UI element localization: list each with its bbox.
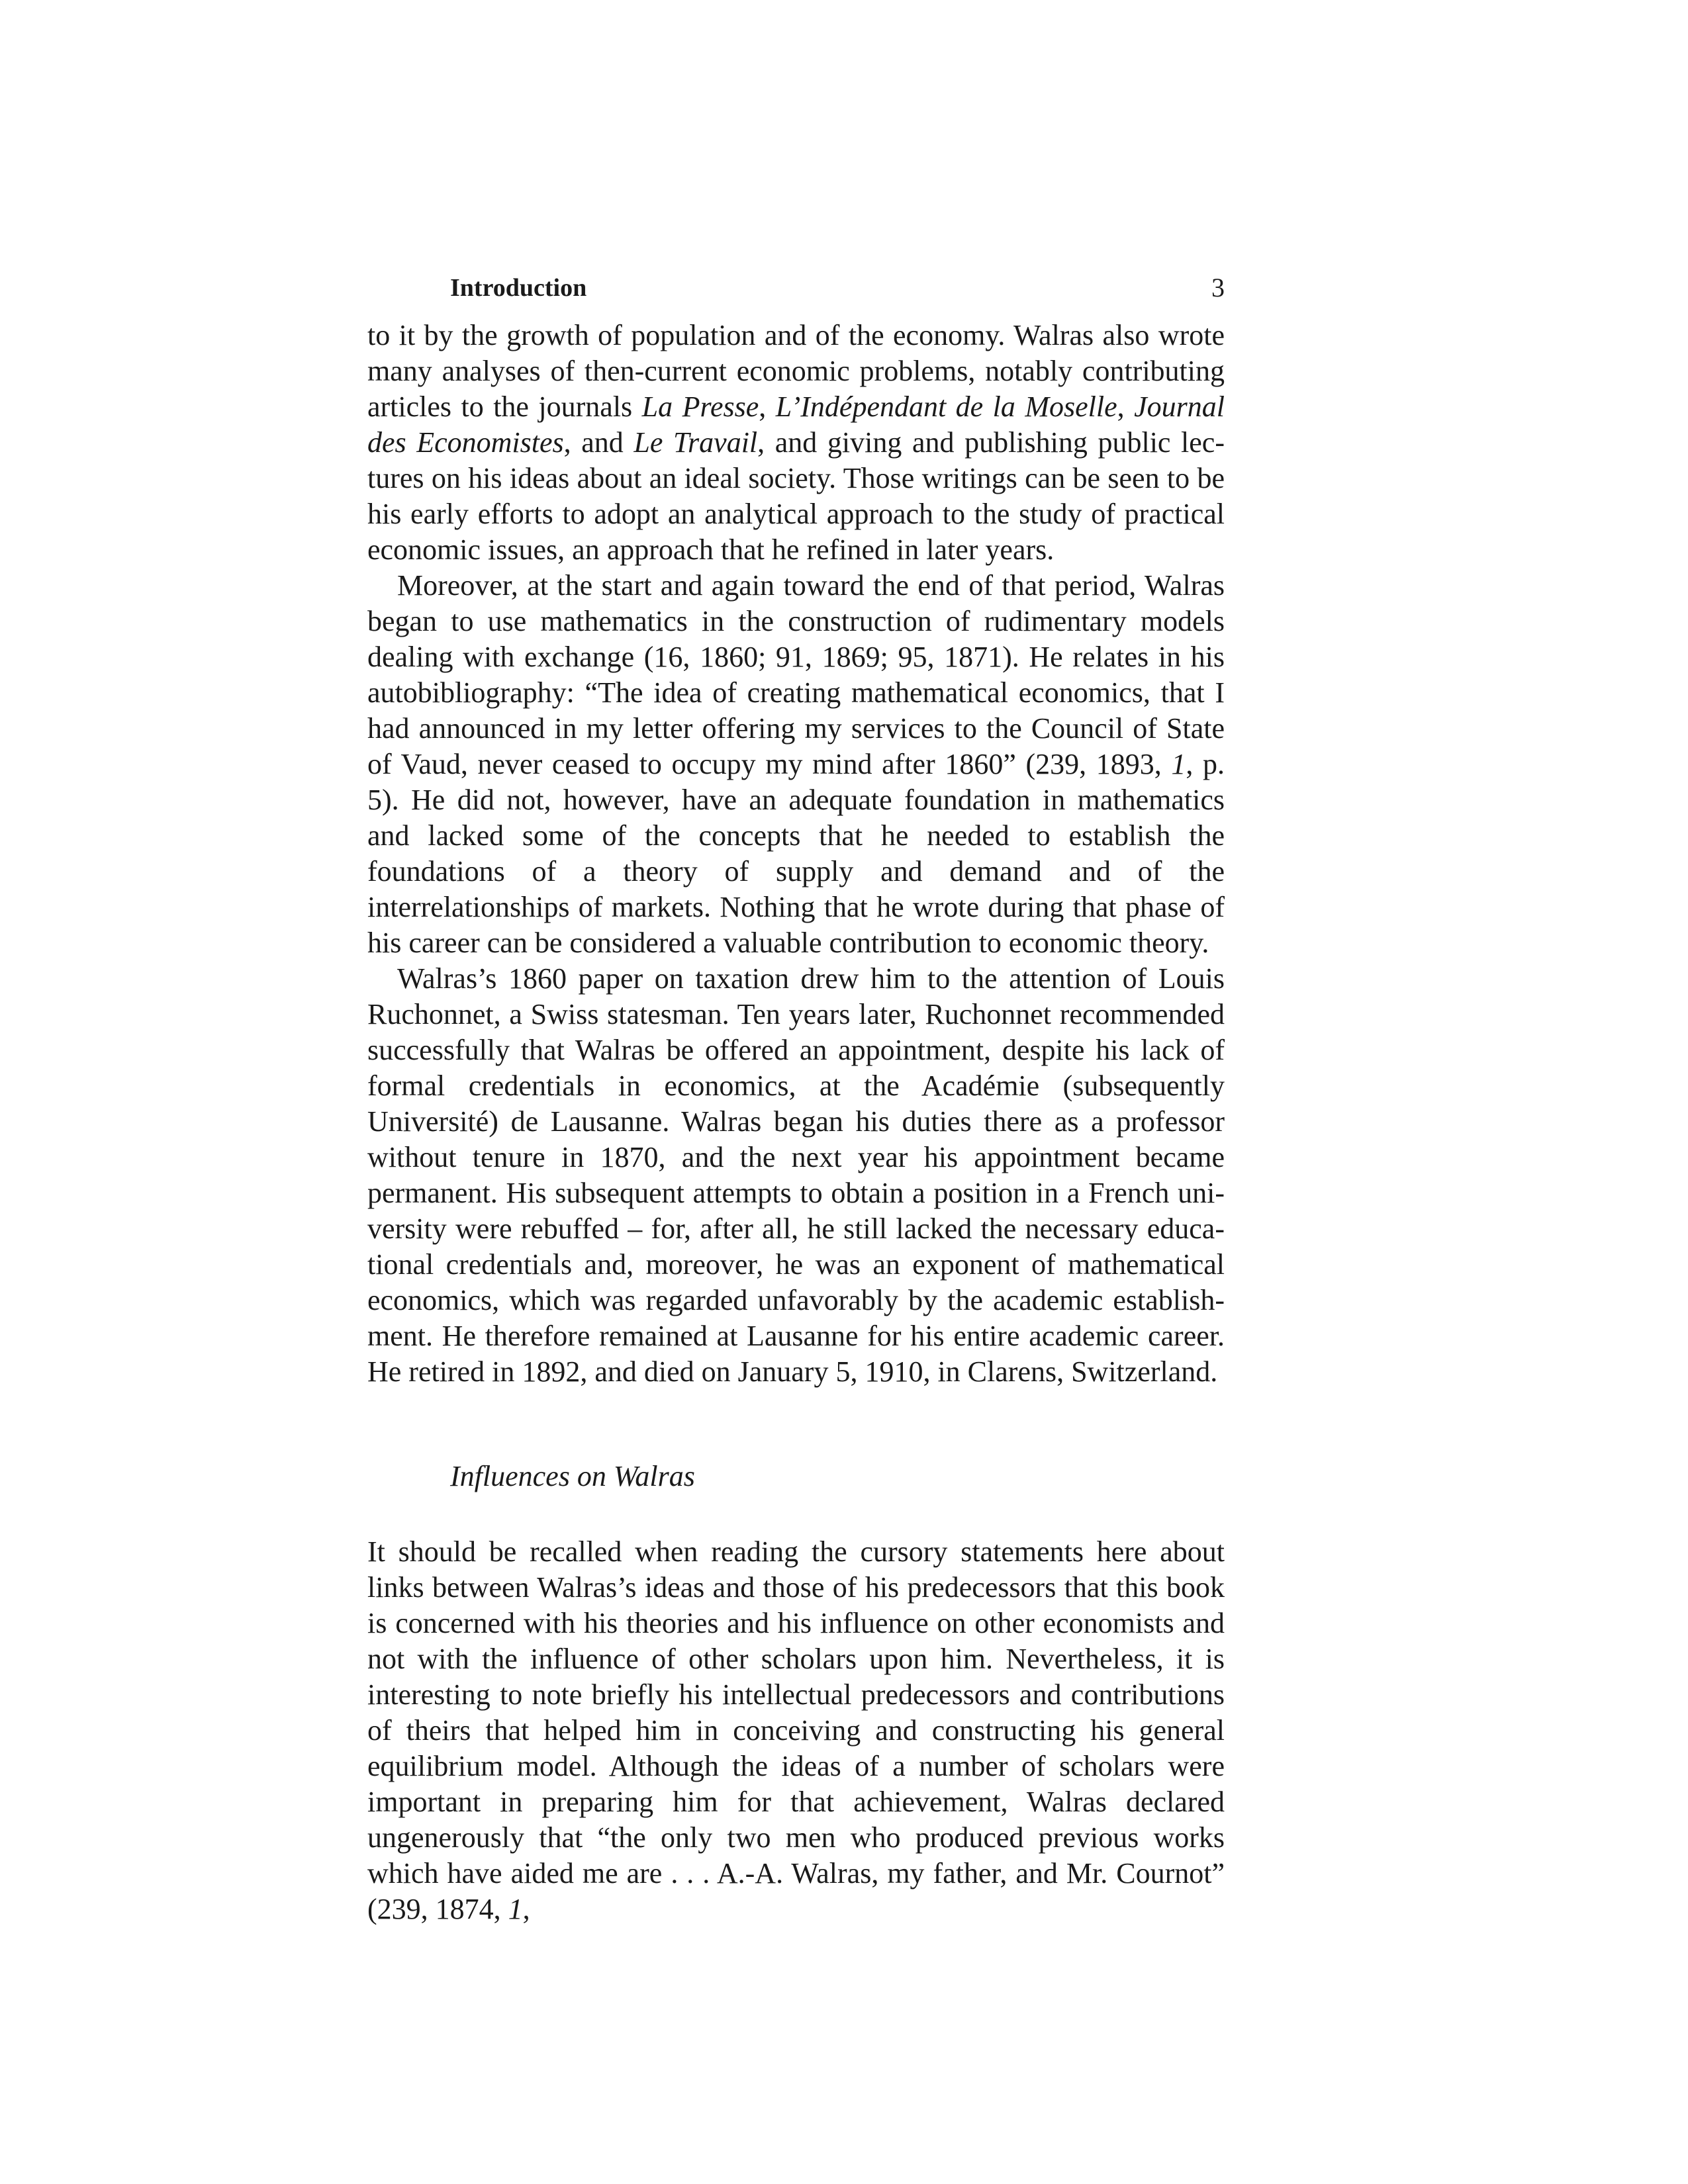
volume-number: 1 [1171,748,1186,780]
body-text [367,318,1225,1927]
volume-number: 1 [508,1893,523,1925]
journal-la-presse: La Presse [641,390,759,423]
paragraph-4-text-b: , [522,1893,530,1925]
paragraph-1 [367,318,1225,568]
separator: , [759,390,776,423]
paragraph-2-text-b: , p. 5). He did not, however, have an adequate foundation in mathematics and lacked some of the concepts that he needed to establish the foundations of a theory of supply and demand and of the interrelationships of markets. Nothing that he wrote during that phase of his career can be considered a valuable contribution to economic theory. [367,748,1225,959]
paragraph-4 [367,1534,1225,1927]
journal-le-travail: Le Travail [633,426,758,459]
running-head [367,268,1225,308]
paragraph-1-text-a: to it by the growth of population and of the economy. Walras also wrote many analyses of then-current economic problems, notably contributing articles to the journals [367,319,1225,423]
paragraph-4-text-a: It should be recalled when reading the cursory statements here about links between Walras’s ideas and those of his predecessors that this book is concerned with his theories and his influence on other economists and not with the influence of other scholars upon him. Nevertheless, it is interesting to note briefly his intellectual predecessors and contributions of theirs that helped him in conceiving and constructing his general equilibrium model. Although the ideas of a number of scholars were important in preparing him for that achievement, Walras declared ungenerously that “the only two men who produced previous works which have aided me are . . . A.-A. Walras, my father, and Mr. Cournot” (239, 1874, [367,1535,1225,1925]
page-number: 3 [1211,273,1225,302]
journal-independant-moselle: L’Indépendant de la Moselle [775,390,1117,423]
paragraph-2 [367,568,1225,961]
paragraph-3: Walras’s 1860 paper on taxation drew him to the attention of Louis Ruchonnet, a Swiss statesman. Ten years later, Ruchonnet recommended successfully that Walras be offered an appointment, despite his lack of formal credentials in economics, at the Académie (subsequently Université) de Lausanne. Walras began his duties there as a professor without tenure in 1870, and the next year his appointment became permanent. His subsequent attempts to obtain a position in a French university were rebuffed – for, after all, he still lacked the necessary educational credentials and, moreover, he was an exponent of mathematical economics, which was regarded unfavorably by the academic establishment. He therefore remained at Lausanne for his entire academic career. He retired in 1892, and died on January 5, 1910, in Clarens, Switzerland. [367,962,1225,1388]
separator: , and [563,426,634,459]
section-heading: Influences on Walras [450,1460,695,1492]
running-title: Introduction [450,274,587,302]
separator: , [1117,390,1135,423]
paragraph-2-text-a: Moreover, at the start and again toward the end of that period, Walras began to use mathematics in the construction of rudimentary models dealing with exchange (16, 1860; 91, 1869; 95, 1871). He relates in his autobibliography: “The idea of creating mathematical economics, that I had announced in my letter offering my services to the Council of State of Vaud, never ceased to occupy my mind after 1860” (239, 1893, [367,569,1225,780]
journal-des-economistes: Journal des Economistes [367,390,1225,459]
paragraph-1-text-b: , and giving and publishing public lectures on his ideas about an ideal society. Those writings can be seen to be his early efforts to adopt an analytical approach to the study of practical economic issues, an approach that he refined in later years. [367,426,1225,566]
